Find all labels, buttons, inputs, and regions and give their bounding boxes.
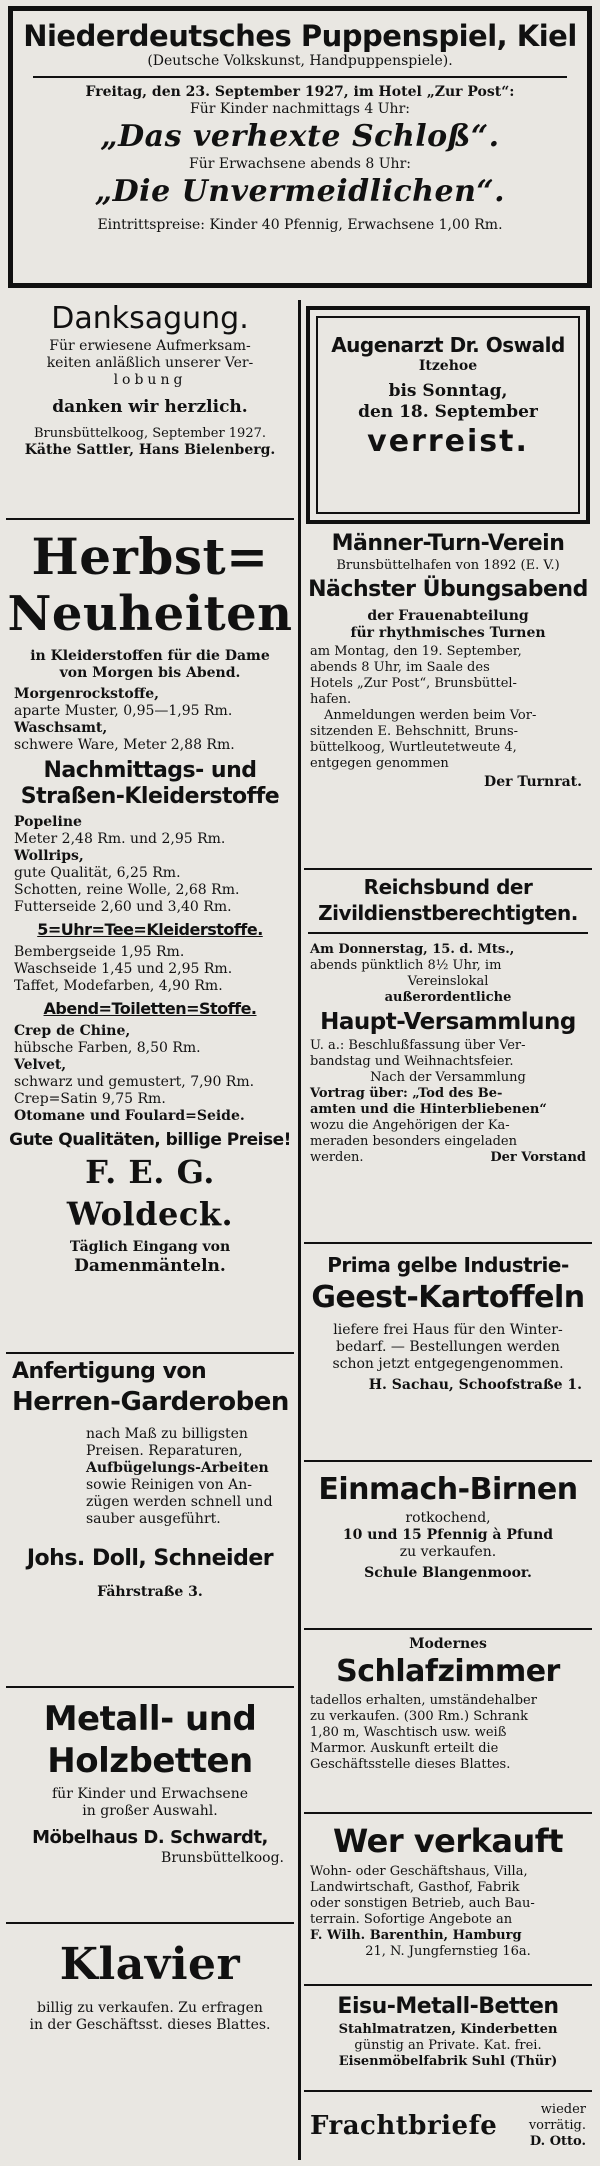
puppet-adults-line: Für Erwachsene abends 8 Uhr: bbox=[189, 156, 411, 172]
puppet-title: Niederdeutsches Puppenspiel, Kiel bbox=[23, 19, 577, 53]
augenarzt-ad bbox=[306, 306, 590, 524]
item-line: Waschseide 1,45 und 2,95 Rm. bbox=[14, 961, 233, 977]
fracht-ad bbox=[304, 2096, 592, 2160]
garderoben-line: nach Maß zu billigsten bbox=[86, 1426, 248, 1442]
mtv-ad bbox=[304, 530, 592, 870]
herbst-heading-3: 5=Uhr=Tee=Kleiderstoffe. bbox=[37, 920, 263, 939]
item-title: Velvet, bbox=[14, 1057, 67, 1073]
mtv-line: hafen. bbox=[310, 692, 352, 707]
herbst-heading-2b: Straßen-Kleiderstoffe bbox=[20, 784, 280, 809]
danksagung-names: Käthe Sattler, Hans Bielenberg. bbox=[24, 442, 276, 458]
schlafzimmer-line: zu verkaufen. (300 Rm.) Schrank bbox=[310, 1709, 528, 1724]
herbst-title-1: Herbst= bbox=[31, 527, 269, 586]
divider bbox=[33, 76, 567, 78]
birnen-sign: Schule Blangenmoor. bbox=[364, 1565, 532, 1581]
mtv-sign: Der Turnrat. bbox=[484, 774, 582, 790]
danksagung-line: lobung bbox=[113, 372, 187, 388]
schlafzimmer-line: tadellos erhalten, umständehalber bbox=[310, 1693, 537, 1708]
reichsbund-line: Am Donnerstag, 15. d. Mts., bbox=[310, 942, 515, 957]
garderoben-line: sauber ausgeführt. bbox=[86, 1511, 221, 1527]
werverkauft-line: Wohn- oder Geschäftshaus, Villa, bbox=[310, 1864, 528, 1879]
reichsbund-line: außerordentliche bbox=[384, 990, 512, 1005]
werverkauft-line: Landwirtschaft, Gasthof, Fabrik bbox=[310, 1880, 520, 1895]
betten-title-2: Holzbetten bbox=[47, 1741, 253, 1781]
mtv-heading-2: der Frauenabteilung bbox=[367, 608, 529, 624]
betten-title-1: Metall- und bbox=[43, 1699, 257, 1739]
birnen-title: Einmach-Birnen bbox=[318, 1472, 578, 1507]
werverkauft-line: terrain. Sofortige Angebote an bbox=[310, 1912, 513, 1927]
schlafzimmer-line: 1,80 m, Waschtisch usw. weiß bbox=[310, 1725, 507, 1740]
kartoffeln-ad bbox=[304, 1248, 592, 1462]
klavier-line: billig zu verkaufen. Zu erfragen bbox=[37, 2000, 263, 2016]
betten-line: in großer Auswahl. bbox=[82, 1803, 218, 1819]
herbst-slogan: Gute Qualitäten, billige Preise! bbox=[9, 1130, 291, 1150]
kartoffeln-line: schon jetzt entgegengenommen. bbox=[332, 1356, 564, 1372]
item-price: schwarz und gemustert, 7,90 Rm. bbox=[14, 1074, 255, 1090]
werverkauft-line: oder sonstigen Betrieb, auch Bau- bbox=[310, 1896, 535, 1911]
kartoffeln-line: bedarf. — Bestellungen werden bbox=[336, 1339, 560, 1355]
item-price: schwere Ware, Meter 2,88 Rm. bbox=[14, 737, 235, 753]
fracht-line: wieder vorrätig. bbox=[528, 2102, 586, 2133]
schlafzimmer-title: Schlafzimmer bbox=[336, 1654, 560, 1689]
puppet-date: Freitag, den 23. September 1927, im Hotel „Zur Post“: bbox=[85, 84, 515, 100]
danksagung-line: keiten anläßlich unserer Ver- bbox=[46, 355, 254, 371]
column-divider bbox=[298, 300, 301, 2160]
danksagung-thanks: danken wir herzlich. bbox=[52, 397, 248, 417]
klavier-ad bbox=[6, 1928, 294, 2160]
item-title: Morgenrockstoffe, bbox=[14, 686, 159, 702]
reichsbund-line: bandstag und Weihnachtsfeier. bbox=[310, 1054, 514, 1069]
item-line: Bembergseide 1,95 Rm. bbox=[14, 944, 185, 960]
augenarzt-title: Augenarzt Dr. Oswald bbox=[331, 333, 565, 357]
eisen-line: Stahlmatratzen, Kinderbetten bbox=[338, 2022, 558, 2037]
augenarzt-city: Itzehoe bbox=[418, 358, 478, 374]
garderoben-title-1: Anfertigung von bbox=[12, 1359, 207, 1384]
puppet-adults-play: „Die Unvermeidlichen“. bbox=[94, 174, 506, 209]
mtv-sub: Brunsbüttelhafen von 1892 (E. V.) bbox=[336, 558, 560, 573]
fracht-sign: D. Otto. bbox=[529, 2134, 586, 2149]
puppet-kids-line: Für Kinder nachmittags 4 Uhr: bbox=[190, 101, 410, 117]
werverkauft-title: Wer verkauft bbox=[333, 1822, 563, 1860]
mtv-line: abends 8 Uhr, im Saale des bbox=[310, 660, 490, 675]
werverkauft-line: 21, N. Jungfernstieg 16a. bbox=[365, 1944, 531, 1959]
garderoben-line: sowie Reinigen von An- bbox=[86, 1477, 252, 1493]
eisen-line: günstig an Private. Kat. frei. bbox=[354, 2038, 542, 2053]
danksagung-line: Für erwiesene Aufmerksam- bbox=[49, 338, 251, 354]
reichsbund-line: Vortrag über: „Tod des Be- bbox=[310, 1086, 503, 1101]
item-title: Wollrips, bbox=[14, 848, 84, 864]
herbst-heading-4: Abend=Toiletten=Stoffe. bbox=[43, 999, 257, 1018]
herbst-sub: von Morgen bis Abend. bbox=[59, 665, 241, 681]
eisen-line: Eisenmöbelfabrik Suhl (Thür) bbox=[338, 2054, 558, 2069]
betten-firm: Möbelhaus D. Schwardt, bbox=[32, 1827, 268, 1848]
reichsbund-heading: Haupt-Versammlung bbox=[320, 1009, 576, 1035]
garderoben-addr: Fährstraße 3. bbox=[97, 1584, 203, 1600]
garderoben-firm: Johs. Doll, Schneider bbox=[26, 1546, 274, 1571]
birnen-ad bbox=[304, 1466, 592, 1630]
herbst-title-2: Neuheiten bbox=[7, 586, 293, 642]
mtv-line: büttelkoog, Wurtleutetweute 4, bbox=[310, 740, 517, 755]
garderoben-line: Preisen. Reparaturen, bbox=[86, 1443, 243, 1459]
eisen-title: Eisu-Metall-Betten bbox=[337, 1994, 559, 2019]
item-line: Taffet, Modefarben, 4,90 Rm. bbox=[14, 978, 223, 994]
kartoffeln-sign: H. Sachau, Schoofstraße 1. bbox=[368, 1377, 582, 1393]
herbst-heading-2a: Nachmittags- und bbox=[43, 758, 257, 783]
item-price: aparte Muster, 0,95—1,95 Rm. bbox=[14, 703, 233, 719]
werverkauft-line: F. Wilh. Barenthin, Hamburg bbox=[310, 1928, 522, 1943]
item-title: Crep de Chine, bbox=[14, 1023, 131, 1039]
reichsbund-line: werden. bbox=[310, 1150, 364, 1165]
birnen-line: zu verkaufen. bbox=[399, 1544, 497, 1560]
augenarzt-status: verreist. bbox=[367, 424, 529, 459]
reichsbund-title-1: Reichsbund der bbox=[363, 875, 533, 899]
klavier-line: in der Geschäftsst. dieses Blattes. bbox=[29, 2017, 271, 2033]
item-price: gute Qualität, 6,25 Rm. bbox=[14, 865, 181, 881]
werverkauft-ad bbox=[304, 1818, 592, 1986]
mtv-line: Anmeldungen werden beim Vor- bbox=[324, 708, 537, 723]
puppet-subtitle: (Deutsche Volkskunst, Handpuppenspiele). bbox=[147, 53, 453, 69]
klavier-title: Klavier bbox=[59, 1939, 241, 1990]
mtv-title: Männer-Turn-Verein bbox=[331, 531, 565, 556]
reichsbund-line: meraden besonders eingeladen bbox=[310, 1134, 517, 1149]
herbst-ad bbox=[6, 524, 294, 1354]
kartoffeln-line: liefere frei Haus für den Winter- bbox=[333, 1322, 563, 1338]
reichsbund-line: Nach der Versammlung bbox=[370, 1070, 526, 1085]
reichsbund-line: U. a.: Beschlußfassung über Ver- bbox=[310, 1038, 526, 1053]
kartoffeln-title-2: Geest-Kartoffeln bbox=[311, 1280, 585, 1315]
garderoben-line: Aufbügelungs-Arbeiten bbox=[86, 1460, 269, 1476]
danksagung-title: Danksagung. bbox=[51, 301, 249, 336]
puppet-show-ad bbox=[8, 6, 592, 288]
mtv-line: Hotels „Zur Post“, Brunsbüttel- bbox=[310, 676, 517, 691]
garderoben-ad bbox=[6, 1358, 294, 1688]
reichsbund-title-2: Zivildienstberechtigten. bbox=[318, 901, 578, 925]
mtv-line: sitzenden E. Behschnitt, Bruns- bbox=[310, 724, 519, 739]
item-title: Popeline bbox=[14, 814, 82, 830]
reichsbund-line: amten und die Hinterbliebenen“ bbox=[310, 1102, 547, 1117]
schlafzimmer-ad bbox=[304, 1634, 592, 1814]
mtv-line: entgegen genommen bbox=[310, 756, 449, 771]
puppet-kids-play: „Das verhexte Schloß“. bbox=[100, 119, 500, 154]
schlafzimmer-line: Geschäftsstelle dieses Blattes. bbox=[310, 1757, 511, 1772]
item-title: Waschsamt, bbox=[14, 720, 108, 736]
birnen-line: rotkochend, bbox=[405, 1510, 491, 1526]
item-line: Crep=Satin 9,75 Rm. bbox=[14, 1091, 166, 1107]
schlafzimmer-pre: Modernes bbox=[409, 1636, 487, 1652]
eisen-ad bbox=[304, 1990, 592, 2092]
puppet-prices: Eintrittspreise: Kinder 40 Pfennig, Erwachsene 1,00 Rm. bbox=[97, 217, 503, 233]
reichsbund-line: abends pünktlich 8½ Uhr, im bbox=[310, 958, 502, 973]
danksagung-ad bbox=[6, 300, 294, 520]
birnen-line: 10 und 15 Pfennig à Pfund bbox=[342, 1527, 554, 1543]
herbst-firm: F. E. G. Woldeck. bbox=[66, 1153, 234, 1233]
divider bbox=[308, 932, 588, 934]
kartoffeln-title-1: Prima gelbe Industrie- bbox=[327, 1253, 569, 1277]
item-price: Meter 2,48 Rm. und 2,95 Rm. bbox=[14, 831, 226, 847]
augenarzt-line: den 18. September bbox=[358, 402, 538, 422]
herbst-daily: Täglich Eingang von bbox=[69, 1239, 231, 1255]
herbst-sub: in Kleiderstoffen für die Dame bbox=[30, 648, 270, 664]
item-price: hübsche Farben, 8,50 Rm. bbox=[14, 1040, 201, 1056]
schlafzimmer-line: Marmor. Auskunft erteilt die bbox=[310, 1741, 499, 1756]
mtv-heading-3: für rhythmisches Turnen bbox=[350, 625, 546, 641]
reichsbund-ad bbox=[304, 874, 592, 1244]
garderoben-title-2: Herren-Garderoben bbox=[12, 1387, 289, 1417]
betten-ad bbox=[6, 1692, 294, 1924]
fracht-title: Frachtbriefe bbox=[310, 2111, 498, 2141]
betten-line: für Kinder und Erwachsene bbox=[52, 1786, 248, 1802]
herbst-daily: Damenmänteln. bbox=[74, 1256, 226, 1276]
garderoben-line: zügen werden schnell und bbox=[86, 1494, 273, 1510]
reichsbund-sign: Der Vorstand bbox=[490, 1150, 586, 1165]
reichsbund-line: Vereinslokal bbox=[407, 974, 489, 989]
mtv-heading: Nächster Übungsabend bbox=[308, 577, 588, 602]
reichsbund-line: wozu die Angehörigen der Ka- bbox=[310, 1118, 510, 1133]
danksagung-place: Brunsbüttelkoog, September 1927. bbox=[33, 426, 267, 441]
item-line: Schotten, reine Wolle, 2,68 Rm. bbox=[14, 882, 240, 898]
mtv-line: am Montag, den 19. September, bbox=[310, 644, 522, 659]
item-line: Otomane und Foulard=Seide. bbox=[14, 1108, 245, 1124]
item-line: Futterseide 2,60 und 3,40 Rm. bbox=[14, 899, 232, 915]
augenarzt-line: bis Sonntag, bbox=[388, 381, 508, 401]
betten-city: Brunsbüttelkoog. bbox=[161, 1850, 284, 1866]
